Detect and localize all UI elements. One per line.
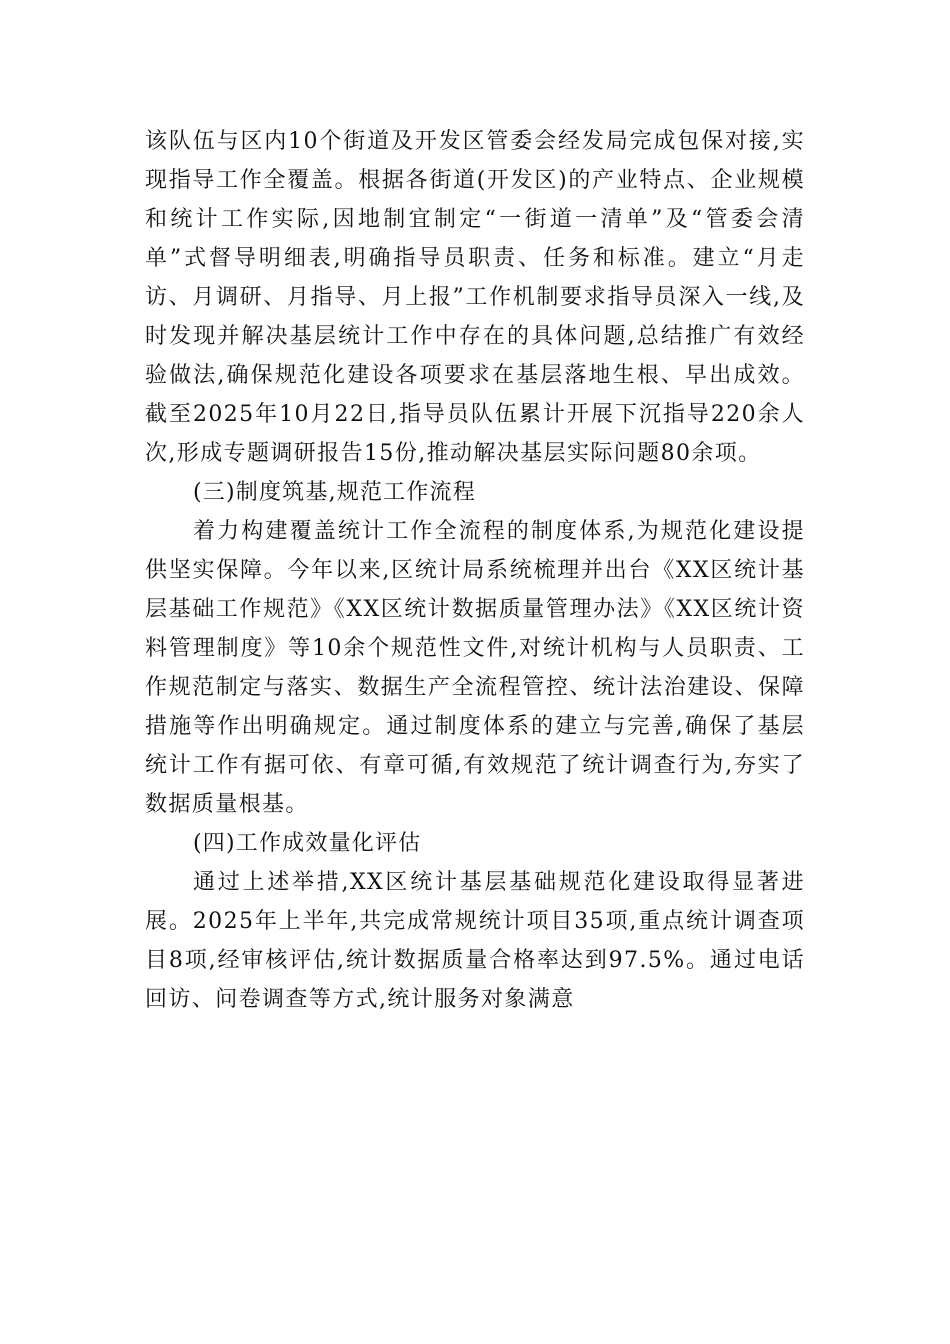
- document-body: [145, 122, 805, 1019]
- paragraph-results-evaluation: 通过上述举措,XX区统计基层基础规范化建设取得显著进展。2025年上半年,共完成常规统计项目35项,重点统计调查项目8项,经审核评估,统计数据质量合格率达到97.5%。通过电话回访、问卷调查等方式,统计服务对象满意: [145, 870, 805, 1012]
- section-heading-3: (三)制度筑基,规范工作流程: [193, 480, 476, 505]
- paragraph-team-guidance: 该队伍与区内10个街道及开发区管委会经发局完成包保对接,实现指导工作全覆盖。根据各街道(开发区)的产业特点、企业规模和统计工作实际,因地制宜制定“一街道一清单”及“管委会清单”式督导明细表,明确指导员职责、任务和标准。建立“月走访、月调研、月指导、月上报”工作机制要求指导员深入一线,及时发现并解决基层统计工作中存在的具体问题,总结推广有效经验做法,确保规范化建设各项要求在基层落地生根、早出成效。截至2025年10月22日,指导员队伍累计开展下沉指导220余人次,形成专题调研报告15份,推动解决基层实际问题80余项。: [145, 129, 805, 466]
- paragraph-institution-building: 着力构建覆盖统计工作全流程的制度体系,为规范化建设提供坚实保障。今年以来,区统计局系统梳理并出台《XX区统计基层基础工作规范》《XX区统计数据质量管理办法》《XX区统计资料管理制度》等10余个规范性文件,对统计机构与人员职责、工作规范制定与落实、数据生产全流程管控、统计法治建设、保障措施等作出明确规定。通过制度体系的建立与完善,确保了基层统计工作有据可依、有章可循,有效规范了统计调查行为,夯实了数据质量根基。: [145, 519, 805, 817]
- section-heading-4: (四)工作成效量化评估: [193, 831, 422, 856]
